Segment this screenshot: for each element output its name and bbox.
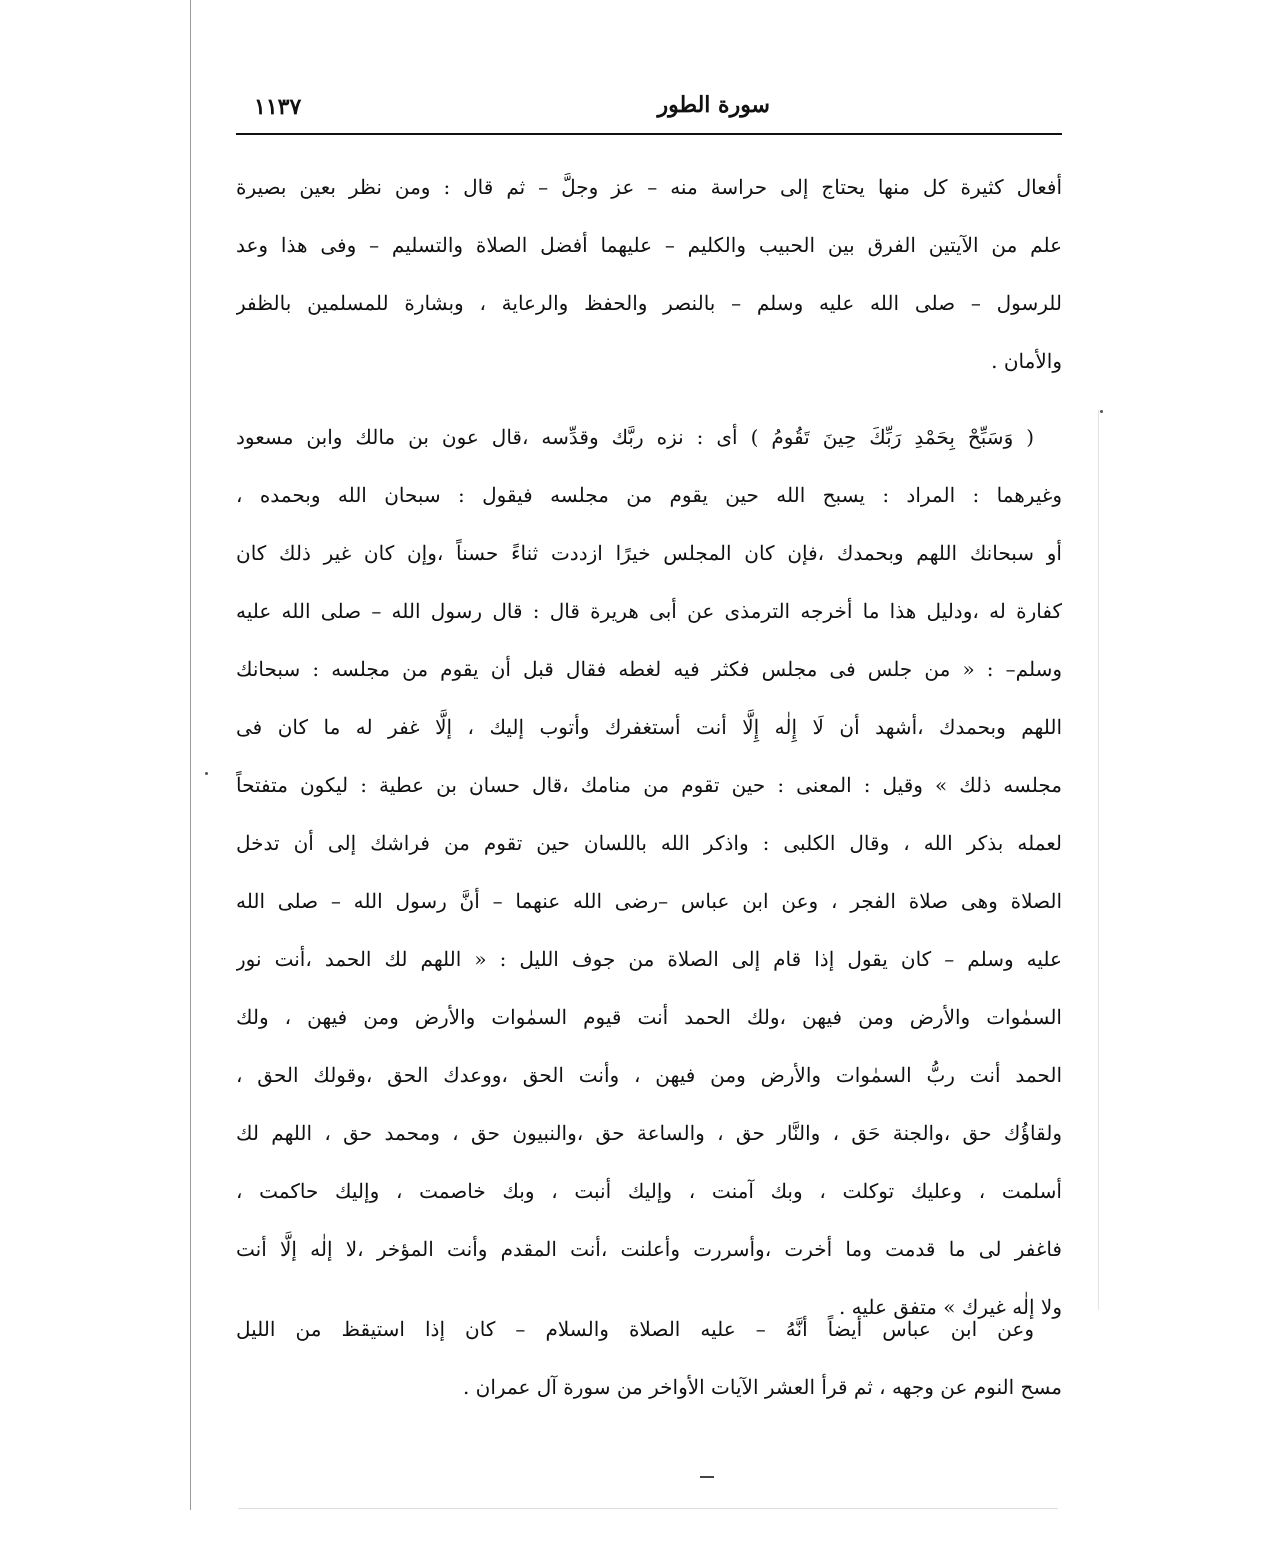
text-line: وعن ابن عباس أيضاً أنَّهُ – عليه الصلاة والسلام – كان إذا استيقظ من الليل (236, 1317, 1034, 1341)
text-line: مجلسه ذلك » وقيل : المعنى : حين تقوم من منامك ،قال حسان بن عطية : ليكون متفتحاً (236, 773, 1062, 797)
text-line: للرسول – صلى الله عليه وسلم – بالنصر والحفظ والرعاية ، وبشارة للمسلمين بالظفر (236, 291, 1062, 315)
text-line: ( وَسَبِّحْ بِحَمْدِ رَبِّكَ حِينَ تَقُومُ ) أى : نزه ربَّك وقدِّسه ،قال عون بن مالك وابن مسعود (236, 425, 1034, 449)
header-rule (236, 133, 1062, 135)
scan-speck (205, 772, 208, 775)
text-line: اللهم وبحمدك ،أشهد أن لَا إِلٰه إِلَّا أنت أستغفرك وأتوب إليك ، إلَّا غفر له ما كان فى (236, 715, 1062, 739)
text-line: الحمد أنت ربُّ السمٰوات والأرض ومن فيهن ، وأنت الحق ،ووعدك الحق ،وقولك الحق ، (236, 1063, 1062, 1087)
text-line: علم من الآيتين الفرق بين الحبيب والكليم – عليهما أفضل الصلاة والتسليم – وفى هذا وعد (236, 233, 1062, 257)
text-line: والأمان . (991, 349, 1062, 373)
footer-dash (700, 1476, 714, 1478)
surah-title: سورة الطور (657, 92, 770, 118)
text-line: كفارة له ،ودليل هذا ما أخرجه الترمذى عن أبى هريرة قال : قال رسول الله – صلى الله عليه (236, 599, 1062, 623)
text-line: ولا إلٰه غيرك » متفق عليه . (838, 1295, 1062, 1319)
text-line: أسلمت ، وعليك توكلت ، وبك آمنت ، وإليك أنبت ، وبك خاصمت ، وإليك حاكمت ، (236, 1179, 1062, 1203)
text-line: الصلاة وهى صلاة الفجر ، وعن ابن عباس –رضى الله عنهما – أنَّ رسول الله – صلى الله (236, 889, 1062, 913)
paragraph-continuation (236, 158, 1062, 390)
scan-edge-line (190, 0, 191, 1510)
scan-speck (1100, 410, 1103, 413)
text-line: عليه وسلم – كان يقول إذا قام إلى الصلاة من جوف الليل : « اللهم لك الحمد ،أنت نور (236, 947, 1062, 971)
text-line: لعمله بذكر الله ، وقال الكلبى : واذكر الله باللسان حين تقوم من فراشك إلى أن تدخل (236, 831, 1062, 855)
running-header (236, 92, 1062, 132)
text-line: وغيرهما : المراد : يسبح الله حين يقوم من مجلسه فيقول : سبحان الله وبحمده ، (236, 483, 1062, 507)
scan-edge-line-faint (1098, 410, 1099, 1310)
text-line: السمٰوات والأرض ومن فيهن ،ولك الحمد أنت قيوم السمٰوات والأرض ومن فيهن ، ولك (236, 1005, 1062, 1029)
text-line: فاغفر لى ما قدمت وما أخرت ،وأسررت وأعلنت ،أنت المقدم وأنت المؤخر ،لا إلٰه إلَّا أنت (236, 1237, 1062, 1261)
text-line: ولقاؤُك حق ،والجنة حَق ، والنَّار حق ، والساعة حق ،والنبيون حق ، ومحمد حق ، اللهم لك (236, 1121, 1062, 1145)
text-line: أفعال كثيرة كل منها يحتاج إلى حراسة منه – عز وجلَّ – ثم قال : ومن نظر بعين بصيرة (236, 175, 1062, 199)
text-line: أو سبحانك اللهم وبحمدك ،فإن كان المجلس خيرًا ازددت ثناءً حسناً ،وإن كان غير ذلك كان (236, 541, 1062, 565)
scan-bottom-edge (238, 1508, 1058, 1509)
text-line: مسح النوم عن وجهه ، ثم قرأ العشر الآيات الأواخر من سورة آل عمران . (462, 1375, 1062, 1399)
paragraph-hadith (236, 1300, 1062, 1416)
paragraph-tafsir (236, 408, 1062, 1336)
text-line: وسلم– : « من جلس فى مجلس فكثر فيه لغطه فقال قبل أن يقوم من مجلسه : سبحانك (236, 657, 1062, 681)
page-number: ١١٣٧ (254, 94, 302, 120)
